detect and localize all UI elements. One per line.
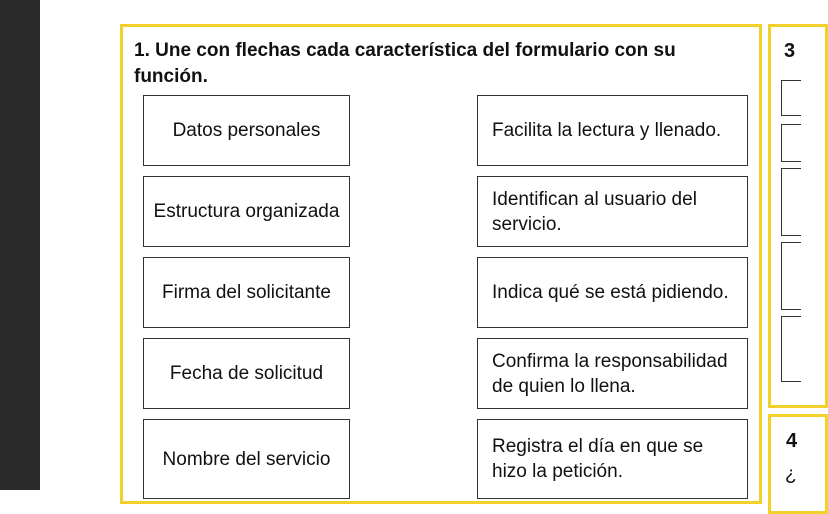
right-item[interactable] bbox=[477, 338, 748, 409]
right-item[interactable] bbox=[477, 419, 748, 499]
left-item-label: Fecha de solicitud bbox=[169, 363, 324, 384]
left-item[interactable] bbox=[143, 338, 350, 409]
left-item-label: Nombre del servicio bbox=[162, 448, 331, 470]
right-item-label: Confirma la responsabilidad de quien lo llena. bbox=[492, 350, 728, 397]
right-item[interactable] bbox=[477, 95, 748, 166]
left-item-label: Estructura organizada bbox=[153, 201, 340, 222]
right-item[interactable] bbox=[477, 257, 748, 328]
exercise-4-question-start: ¿ bbox=[785, 464, 797, 485]
right-item[interactable] bbox=[477, 176, 748, 247]
exercise-4-card bbox=[768, 414, 828, 514]
right-item-label: Identifican al usuario del servicio. bbox=[492, 188, 697, 235]
exercise-4-number: 4 bbox=[786, 430, 798, 452]
left-item[interactable] bbox=[143, 257, 350, 328]
left-item[interactable] bbox=[143, 176, 350, 247]
exercise-3-number: 3 bbox=[784, 40, 796, 62]
right-item-label: Indica qué se está pidiendo. bbox=[492, 282, 729, 303]
left-item-label: Datos personales bbox=[172, 120, 321, 141]
exercise-3-box bbox=[781, 80, 801, 116]
right-item-label: Facilita la lectura y llenado. bbox=[492, 120, 722, 141]
exercise-3-box bbox=[781, 168, 801, 236]
exercise-3-box bbox=[781, 124, 801, 162]
left-item[interactable] bbox=[143, 95, 350, 166]
right-item-label: Registra el día en que se hizo la petición. bbox=[492, 436, 704, 482]
exercise-3-box bbox=[781, 242, 801, 310]
left-item-label: Firma del solicitante bbox=[162, 282, 331, 303]
exercise-3-box bbox=[781, 316, 801, 382]
exercise-title: 1. Une con flechas cada característica del formulario con su función. bbox=[134, 40, 676, 87]
left-item[interactable] bbox=[143, 419, 350, 499]
dark-sidebar bbox=[0, 0, 40, 490]
